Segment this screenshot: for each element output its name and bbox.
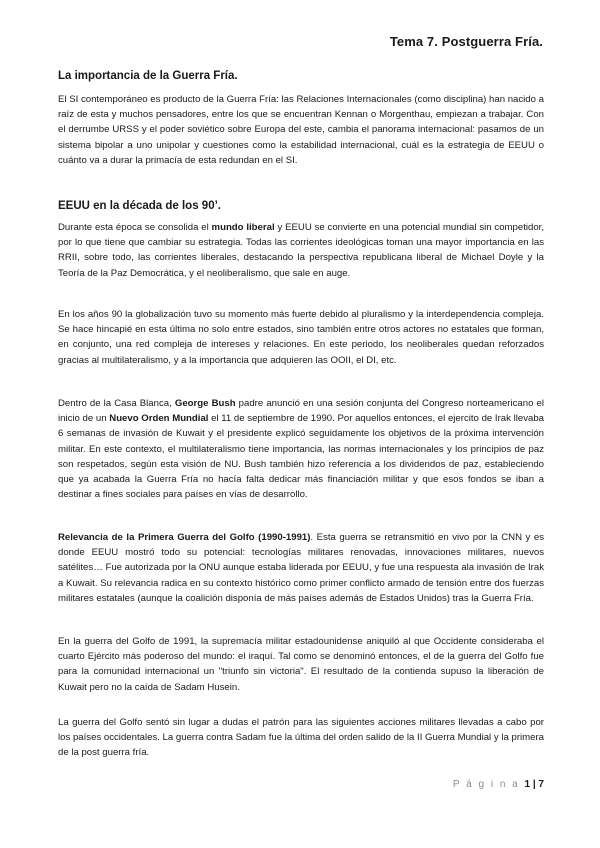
text-run: y EEUU se convierte en una potencial mundial sin competidor, por lo que tiene que cambiar su estrategia. Todas las corrientes ideológicas toman una mayor importancia en las RRII, sobre todo, las corrientes liberales, destacando la perspectiva republicana liberal de Michael Doyle y la Teoría de la Paz Democrática, y el neoliberalismo, que sale en auge. [58,222,545,279]
page-footer [453,779,544,790]
footer-page-number: 1 | 7 [524,779,544,790]
paragraph-gulf-war-pattern: La guerra del Golfo sentó sin lugar a dudas el patrón para las siguientes acciones militares llevadas a cabo por los países occidentales. La guerra contra Sadam fue la última del orden salido de la II Guerra Mundial y la primera de la post guerra fría. [58,717,544,759]
text-run: padre anunció en una sesión conjunta del Congreso norteamericano el inicio de un [58,398,544,425]
paragraph-gulf-war-1991: En la guerra del Golfo de 1991, la supremacía militar estadounidense aniquiló al que Occidente consideraba el cuarto Ejército más poderoso del mundo: el iraquí. Tal como se denominó entonces, el de la guerra del Golfo fue para la comunidad internacional un "triunfo sin victoria". El resultado de la contienda supuso la liberación de Kuwait pero no la caída de Sadam Husein. [58,636,544,693]
bold-term-new-world-order: Nuevo Orden Mundial [109,413,209,425]
bold-term-gulf-war: Relevancia de la Primera Guerra del Golfo (1990-1991) [58,532,311,543]
text-run: Dentro de la Casa Blanca, [58,398,175,409]
paragraph-globalization: En los años 90 la globalización tuvo su momento más fuerte debido al pluralismo y la interdependencia compleja. Se hace hincapié en esta última no solo entre estados, sino también entre otros actores no estatales que forman, en conjunto, una red compleja de intereses y relaciones. En este periodo, los neoliberales quedan reforzados gracias al multilateralismo, y a la importancia que adquieren las OOII, el DI, etc. [58,309,544,366]
paragraph-importance: El SI contemporáneo es producto de la Guerra Fría: las Relaciones Internacionales (como disciplina) han nacido a raíz de esta y muchos pensadores, entre los que se encuentran Kennan o Morgenthau, empiezan a trabajar. Con el derrumbe URSS y el poder soviético sobre Europa del este, cambia el panorama internacional: pasamos de un sistema bipolar a uno unipolar y cuestiones como la estabilidad internacional, cuál es la estrategia de EEUU o cuánto va a durar la primacía de esta redundan en el SI. [58,94,544,166]
footer-label: P á g i n a [452,779,520,790]
paragraph-gulf-war-relevance [58,530,544,606]
section-heading-importance: La importancia de la Guerra Fría. [58,70,238,82]
bold-term-george-bush: George Bush [174,398,236,409]
paragraph-liberal-world [58,220,544,281]
bold-term-liberal-world: mundo liberal [211,222,275,233]
document-header-title: Tema 7. Postguerra Fría. [389,34,543,49]
text-run: Durante esta época se consolida el [58,222,212,233]
section-heading-usa-90s: EEUU en la década de los 90’. [58,200,221,212]
text-run: el 11 de septiembre de 1990. Por aquellos entonces, el ejercito de Irak llevaba 6 semanas de invasión de Kuwait y el presidente explicó seguidamente los objetivos de la próxima intervención militar. En este contexto, el multilateralismo tiene importancia, las normas internacionales y los principios de paz son respetados, según esta visión de NU. Bush también hizo referencia a los dividendos de paz, estableciendo que ya acabada la Guerra Fría no hacía falta dedicar más financiación militar y que esos fondos se iban a destinar a fines sociales para países en vías de desarrollo. [58,413,544,501]
text-run: . Esta guerra se retransmitió en vivo por la CNN y es donde EEUU mostró todo su potencial: tecnologías militares renovadas, innovaciones militares, nuevos satélites… Fue autorizada por la ONU aunque estaba liderada por EEUU, y fue una respuesta ala invasión de Irak a Kuwait. Su relevancia radica en su contexto histórico como primer conflicto armado de tensión entre dos fuerzas militares estatales (aunque la coalición disponía de más países además de Estados Unidos) tras la Guerra Fría. [58,532,544,604]
paragraph-new-world-order [58,396,544,502]
